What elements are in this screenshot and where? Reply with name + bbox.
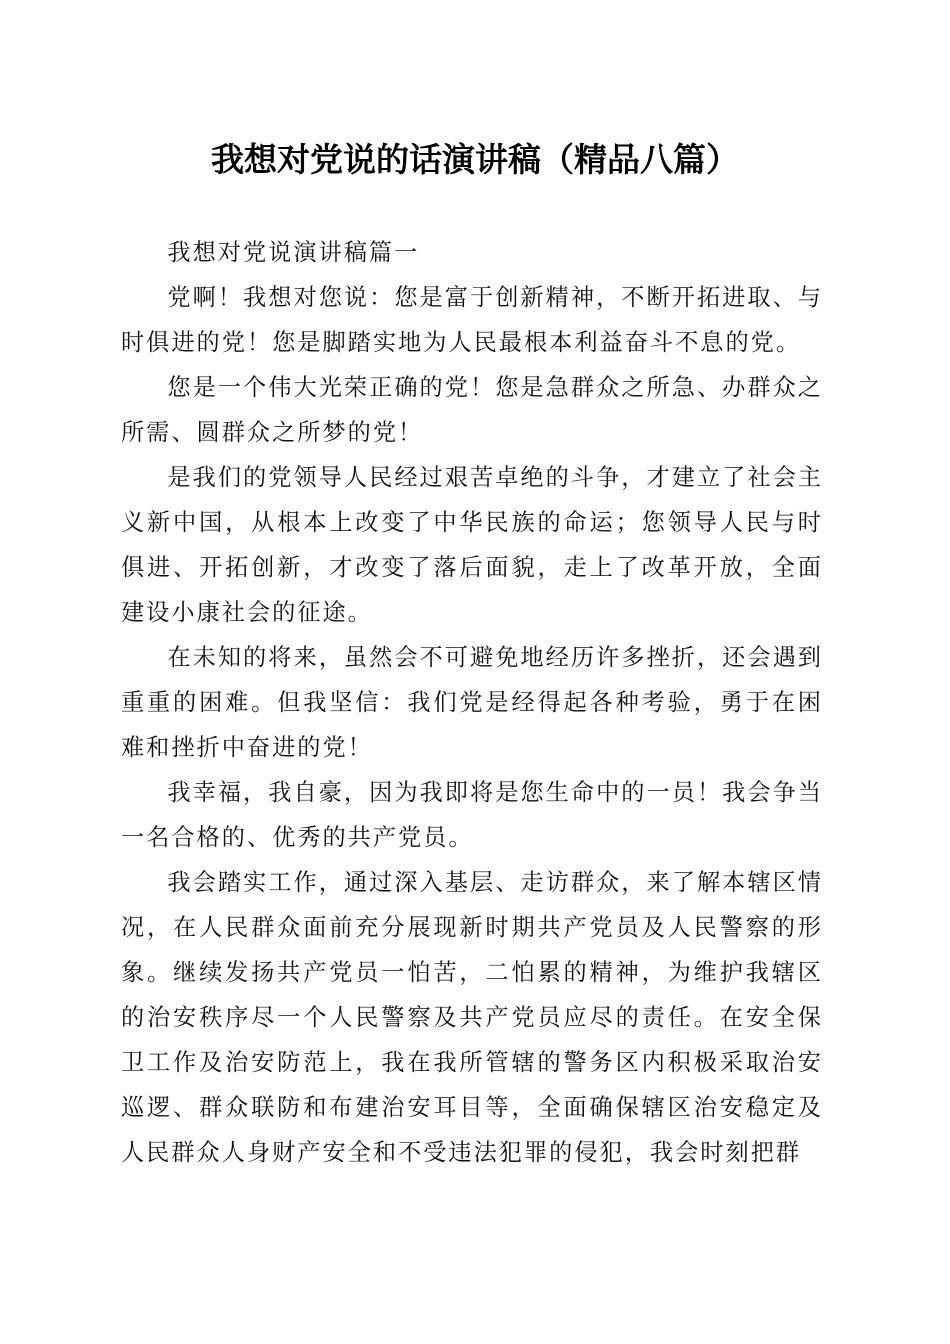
paragraph: 在未知的将来，虽然会不可避免地经历许多挫折，还会遇到重重的困难。但我坚信：我们党是经得起各种考验，勇于在困难和挫折中奋进的党！	[121, 644, 823, 761]
paragraph: 党啊！我想对您说：您是富于创新精神，不断开拓进取、与时俱进的党！您是脚踏实地为人民最根本利益奋斗不息的党。	[121, 284, 823, 356]
paragraph: 您是一个伟大光荣正确的党！您是急群众之所急、办群众之所需、圆群众之所梦的党！	[121, 374, 823, 446]
paragraph: 是我们的党领导人民经过艰苦卓绝的斗争，才建立了社会主义新中国，从根本上改变了中华民族的命运；您领导人民与时俱进、开拓创新，才改变了落后面貌，走上了改革开放，全面建设小康社会的征途。	[121, 464, 823, 626]
paragraph: 我幸福，我自豪，因为我即将是您生命中的一员！我会争当一名合格的、优秀的共产党员。	[121, 779, 823, 851]
document-title: 我想对党说的话演讲稿（精品八篇）	[211, 140, 739, 179]
paragraph: 我会踏实工作，通过深入基层、走访群众，来了解本辖区情况，在人民群众面前充分展现新时期共产党员及人民警察的形象。继续发扬共产党员一怕苦，二怕累的精神，为维护我辖区的治安秩序尽一个人民警察及共产党员应尽的责任。在安全保卫工作及治安防范上，我在我所管辖的警务区内积极采取治安巡逻、群众联防和布建治安耳目等，全面确保辖区治安稳定及人民群众人身财产安全和不受违法犯罪的侵犯，我会时刻把群	[121, 869, 823, 1166]
document-body	[121, 230, 823, 1175]
section-heading: 我想对党说演讲稿篇一	[167, 239, 420, 266]
